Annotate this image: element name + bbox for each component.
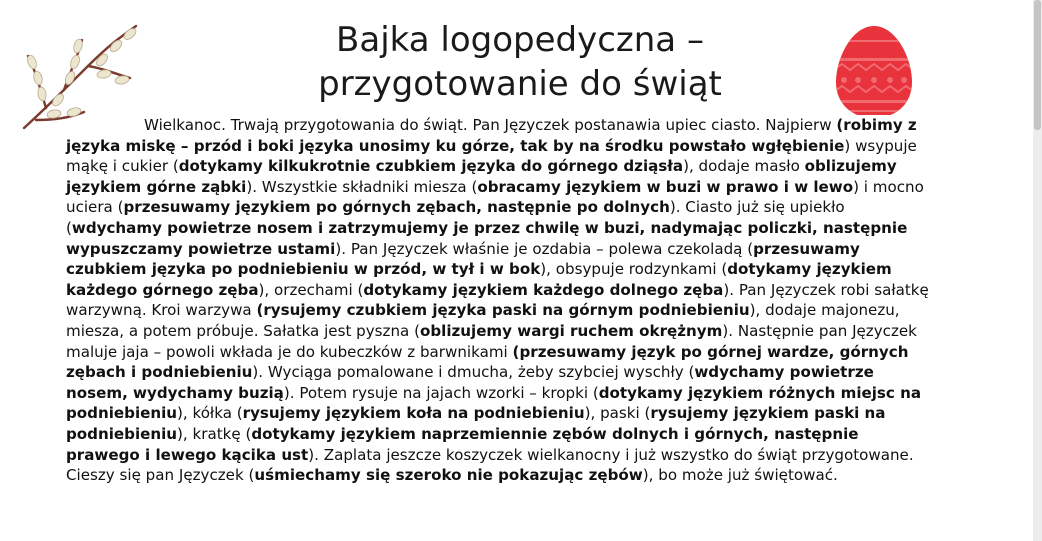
story-paragraph	[66, 115, 932, 486]
story-text: ). Potem rysuje na jajach wzorki – kropki (	[283, 383, 599, 402]
story-text: ), orzechami (	[258, 280, 364, 299]
story-text: ), kratkę (	[177, 424, 252, 443]
exercise-instruction: wdychamy powietrze nosem i zatrzymujemy je przez chwilę w buzi, nadymając policzki, następnie wypuszczamy powietrze ustami	[66, 218, 908, 258]
story-text: ) i mocno uciera (	[66, 177, 924, 217]
story-text: ). Następnie pan Języczek maluje jaja – powoli wkłada je do kubeczków z barwnikami	[66, 321, 917, 361]
exercise-instruction: (przesuwamy język po górnej wardze, górnych zębach i podniebieniu	[66, 342, 909, 382]
exercise-instruction: dotykamy językiem każdego górnego zęba	[66, 260, 892, 299]
exercise-instruction: wdychamy powietrze nosem, wydychamy buzią	[66, 363, 874, 402]
title-line-1: Bajka logopedyczna –	[336, 20, 704, 60]
story-text: ), paski (	[584, 404, 651, 423]
exercise-instruction: dotykamy językiem naprzemiennie zębów dolnych i górnych, następnie prawego i lewego kącika ust	[66, 424, 859, 464]
exercise-instruction: (rysujemy czubkiem języka paski na górnym podniebieniu	[256, 301, 750, 320]
exercise-instruction: dotykamy językiem różnych miejsc na podniebieniu	[66, 383, 922, 423]
story-text: ). Pan Języczek właśnie je ozdabia – polewa czekoladą (	[335, 239, 754, 258]
story-text: ), dodaje masło	[683, 157, 805, 176]
exercise-instruction: rysujemy językiem koła na podniebieniu	[242, 404, 585, 423]
exercise-instruction: (robimy z języka miskę – przód i boki języka unosimy ku górze, tak by na środku powstało wgłębienie	[66, 116, 917, 155]
story-text: ), dodaje majonezu, miesza, a potem próbuje. Sałatka jest pyszna (	[66, 301, 900, 340]
story-text: ). Pan Języczek robi sałatkę warzywną. Kroi warzywa	[66, 280, 929, 320]
story-text: ), obsypuje rodzynkami (	[540, 260, 728, 279]
story-text: ). Wyciąga pomalowane i dmucha, żeby szybciej wyschły (	[252, 363, 695, 382]
easter-egg-icon	[834, 24, 914, 120]
story-text: Wielkanoc. Trwają przygotowania do świąt. Pan Języczek postanawia upiec ciasto. Najpierw	[144, 116, 837, 134]
story-text: ). Zaplata jeszcze koszyczek wielkanocny i już wszystko do świąt przygotowane. Cieszy się pan Języczek (	[66, 445, 914, 485]
exercise-instruction: uśmiechamy się szeroko nie pokazując zębów	[254, 466, 643, 485]
story-text: ). Ciasto już się upiekło (	[66, 198, 845, 237]
exercise-instruction: przesuwamy czubkiem języka po podniebieniu w przód, w tył i w bok	[66, 239, 860, 279]
story-text: ). Wszystkie składniki miesza (	[246, 177, 478, 196]
exercise-instruction: obracamy językiem w buzi w prawo i w lewo	[477, 177, 854, 196]
page-title	[220, 18, 820, 106]
exercise-instruction: dotykamy kilkukrotnie czubkiem języka do górnego dziąsła	[178, 157, 684, 176]
exercise-instruction: oblizujemy językiem górne ząbki	[66, 157, 897, 196]
exercise-instruction: przesuwamy językiem po górnych zębach, następnie po dolnych	[123, 198, 670, 217]
story-text: ) wsypuje mąkę i cukier (	[66, 136, 917, 176]
vertical-scrollbar[interactable]	[1033, 0, 1042, 541]
exercise-instruction: dotykamy językiem każdego dolnego zęba	[363, 280, 724, 299]
story-text: ), bo może już świętować.	[642, 466, 838, 485]
exercise-instruction: oblizujemy wargi ruchem okrężnym	[419, 321, 723, 340]
story-text: ), kółka (	[177, 404, 243, 423]
scrollbar-thumb[interactable]	[1034, 0, 1041, 130]
exercise-instruction: rysujemy językiem paski na podniebieniu	[66, 404, 886, 443]
title-line-2: przygotowanie do świąt	[318, 64, 722, 104]
